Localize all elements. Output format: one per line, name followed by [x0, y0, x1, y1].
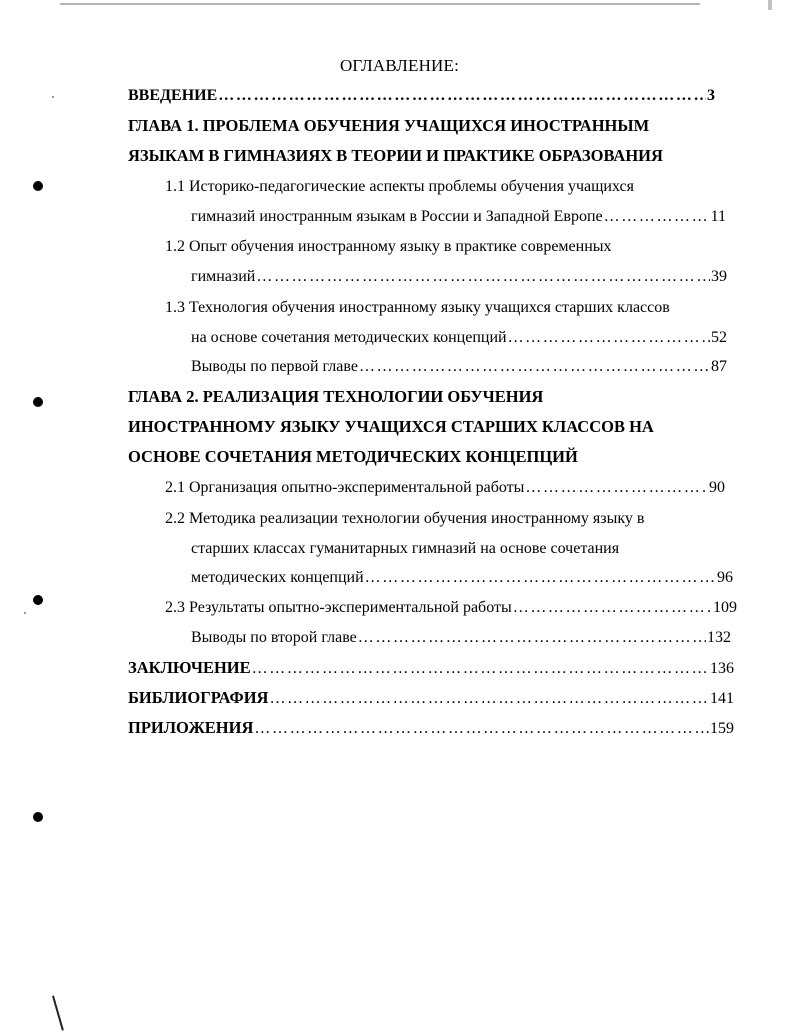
toc-entry-title: Выводы по второй главе — [191, 629, 357, 646]
toc-section-1-2 — [191, 267, 727, 287]
toc-page-number: 52 — [711, 329, 727, 346]
toc-page-number: 132 — [707, 629, 731, 646]
toc-page-number: 109 — [713, 599, 737, 616]
toc-entry-title: гимназий иностранным языкам в России и Западной Европе — [191, 208, 603, 225]
binder-hole-mark — [33, 812, 43, 822]
toc-entry-title: методических концепций — [191, 569, 364, 586]
toc-entry-title: ВВЕДЕНИЕ — [128, 87, 218, 104]
toc-page-number: 96 — [717, 569, 733, 586]
toc-entry-title: 2.1 Организация опытно-экспериментальной работы — [165, 479, 525, 496]
toc-conclusions-chapter-1 — [191, 357, 727, 377]
scan-edge-mark — [52, 995, 64, 1030]
leader-dots — [525, 478, 708, 498]
scan-artifact-top — [60, 0, 700, 5]
leader-dots — [252, 659, 709, 679]
toc-entry-appendices — [128, 718, 734, 739]
toc-section-2-2-line-2: старших классах гуманитарных гимназий на основе сочетания — [191, 540, 620, 557]
binder-hole-mark — [33, 595, 43, 605]
leader-dots — [513, 598, 712, 618]
leader-dots — [218, 86, 706, 106]
toc-section-1-1-line-1: 1.1 Историко-педагогические аспекты проблемы обучения учащихся — [165, 178, 634, 195]
leader-dots — [254, 719, 709, 739]
toc-chapter-1-line-1: ГЛАВА 1. ПРОБЛЕМА ОБУЧЕНИЯ УЧАЩИХСЯ ИНОСТРАННЫМ — [128, 116, 650, 135]
scan-speck — [52, 96, 54, 98]
toc-page-number: 87 — [711, 358, 727, 375]
toc-entry-introduction — [128, 86, 715, 106]
toc-chapter-1-line-2: ЯЗЫКАМ В ГИМНАЗИЯХ В ТЕОРИИ И ПРАКТИКЕ ОБРАЗОВАНИЯ — [128, 146, 663, 165]
leader-dots — [269, 689, 709, 709]
toc-page-number: 11 — [710, 208, 726, 225]
toc-page-number: 141 — [710, 690, 734, 707]
toc-entry-conclusion — [128, 658, 734, 679]
binder-hole-mark — [33, 181, 43, 191]
toc-section-2-2-line-1: 2.2 Методика реализации технологии обучения иностранному языку в — [165, 510, 645, 527]
toc-page-number: 159 — [710, 720, 734, 737]
toc-section-2-1 — [165, 478, 725, 498]
toc-section-2-2 — [191, 568, 733, 588]
toc-entry-title: 2.3 Результаты опытно-экспериментальной работы — [165, 599, 512, 616]
leader-dots — [359, 357, 710, 377]
toc-entry-title: Выводы по первой главе — [191, 358, 358, 375]
toc-entry-title: гимназий — [191, 268, 256, 285]
toc-chapter-2-line-1: ГЛАВА 2. РЕАЛИЗАЦИЯ ТЕХНОЛОГИИ ОБУЧЕНИЯ — [128, 387, 544, 406]
toc-conclusions-chapter-2 — [191, 628, 731, 648]
toc-chapter-2-line-2: ИНОСТРАННОМУ ЯЗЫКУ УЧАЩИХСЯ СТАРШИХ КЛАССОВ НА — [128, 417, 654, 436]
toc-chapter-2-line-3: ОСНОВЕ СОЧЕТАНИЯ МЕТОДИЧЕСКИХ КОНЦЕПЦИЙ — [128, 447, 578, 466]
scan-speck — [24, 612, 26, 614]
page-title: ОГЛАВЛЕНИЕ: — [339, 56, 460, 75]
toc-entry-title: ПРИЛОЖЕНИЯ — [128, 718, 254, 737]
toc-section-2-3 — [165, 598, 737, 618]
binder-hole-mark — [33, 397, 43, 407]
leader-dots — [365, 568, 716, 588]
toc-page-number: 136 — [710, 660, 734, 677]
toc-page-number: 90 — [709, 479, 725, 496]
toc-section-1-3-line-1: 1.3 Технология обучения иностранному языку учащихся старших классов — [165, 299, 670, 316]
toc-entry-title: БИБЛИОГРАФИЯ — [128, 688, 269, 707]
toc-section-1-3 — [191, 328, 727, 348]
toc-entry-title: на основе сочетания методических концепций — [191, 329, 507, 346]
toc-section-1-1 — [191, 207, 726, 227]
toc-entry-bibliography — [128, 688, 734, 709]
leader-dots — [604, 207, 710, 227]
toc-page-number: 3 — [707, 87, 715, 104]
leader-dots — [256, 267, 710, 287]
leader-dots — [358, 628, 706, 648]
scan-artifact-corner — [768, 0, 772, 10]
leader-dots — [508, 328, 710, 348]
toc-page-number: 39 — [711, 268, 727, 285]
toc-section-1-2-line-1: 1.2 Опыт обучения иностранному языку в практике современных — [165, 238, 612, 255]
toc-entry-title: ЗАКЛЮЧЕНИЕ — [128, 658, 251, 677]
